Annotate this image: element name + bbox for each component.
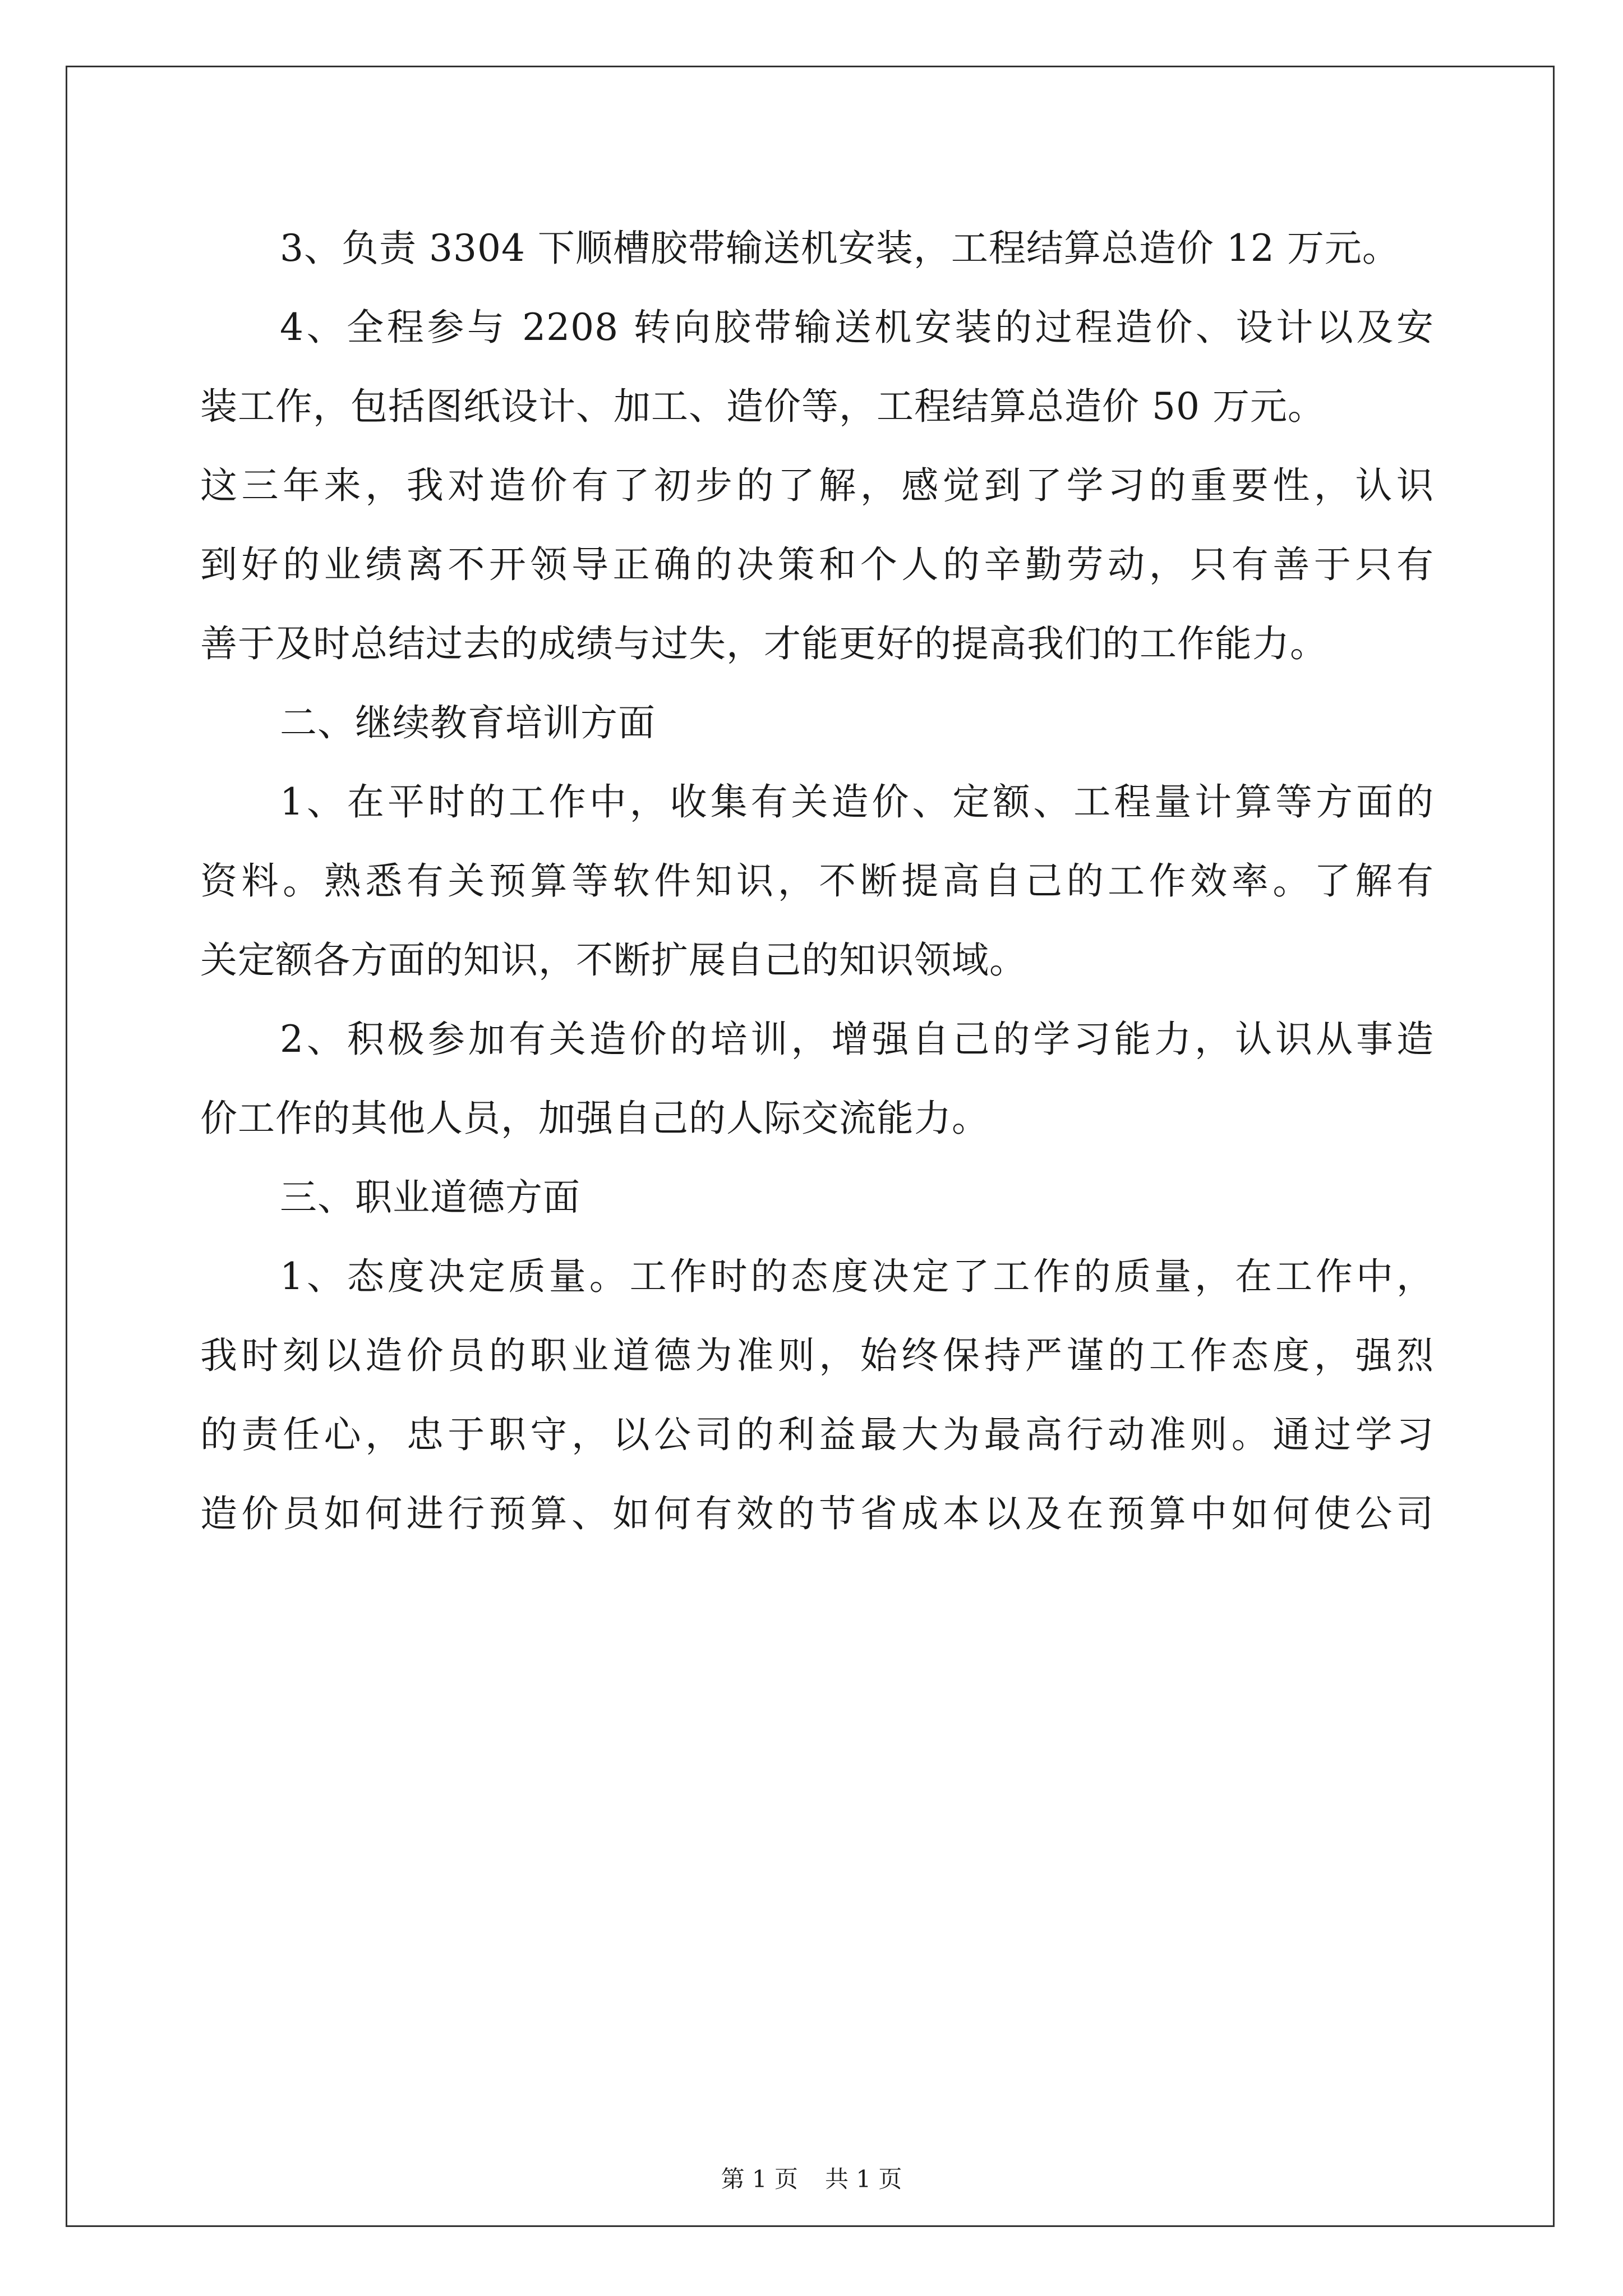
page-footer [0, 2162, 1623, 2196]
paragraph-line: 造价员如何进行预算、如何有效的节省成本以及在预算中如何使公司 [200, 1492, 1434, 1535]
page-number-current: 第 1 页 [721, 2165, 798, 2193]
paragraph-line: 4、全程参与 2208 转向胶带输送机安装的过程造价、设计以及安 [280, 306, 1434, 349]
paragraph-line: 的责任心，忠于职守，以公司的利益最大为最高行动准则。通过学习 [200, 1413, 1434, 1456]
paragraph-line: 2、积极参加有关造价的培训，增强自己的学习能力，认识从事造 [280, 1018, 1434, 1061]
paragraph-line: 1、态度决定质量。工作时的态度决定了工作的质量，在工作中， [280, 1255, 1434, 1298]
paragraph-line: 3、负责 3304 下顺槽胶带输送机安装，工程结算总造价 12 万元。 [280, 227, 1400, 270]
paragraph-line: 这三年来，我对造价有了初步的了解，感觉到了学习的重要性，认识 [200, 464, 1434, 507]
paragraph-line: 到好的业绩离不开领导正确的决策和个人的辛勤劳动，只有善于只有 [200, 543, 1434, 586]
paragraph-line: 我时刻以造价员的职业道德为准则，始终保持严谨的工作态度，强烈 [200, 1334, 1434, 1377]
section-heading: 二、继续教育培训方面 [280, 701, 656, 744]
paragraph-line: 价工作的其他人员，加强自己的人际交流能力。 [200, 1097, 989, 1140]
paragraph-line: 善于及时总结过去的成绩与过失，才能更好的提高我们的工作能力。 [200, 622, 1327, 665]
paragraph-line: 资料。熟悉有关预算等软件知识，不断提高自己的工作效率。了解有 [200, 859, 1434, 903]
paragraph-line: 关定额各方面的知识，不断扩展自己的知识领域。 [200, 938, 1027, 982]
document-body [200, 209, 1434, 1553]
page-number-total: 共 1 页 [825, 2165, 902, 2193]
paragraph-line: 装工作，包括图纸设计、加工、造价等，工程结算总造价 50 万元。 [200, 385, 1325, 428]
paragraph-line: 1、在平时的工作中，收集有关造价、定额、工程量计算等方面的 [280, 780, 1434, 823]
section-heading: 三、职业道德方面 [280, 1176, 580, 1219]
